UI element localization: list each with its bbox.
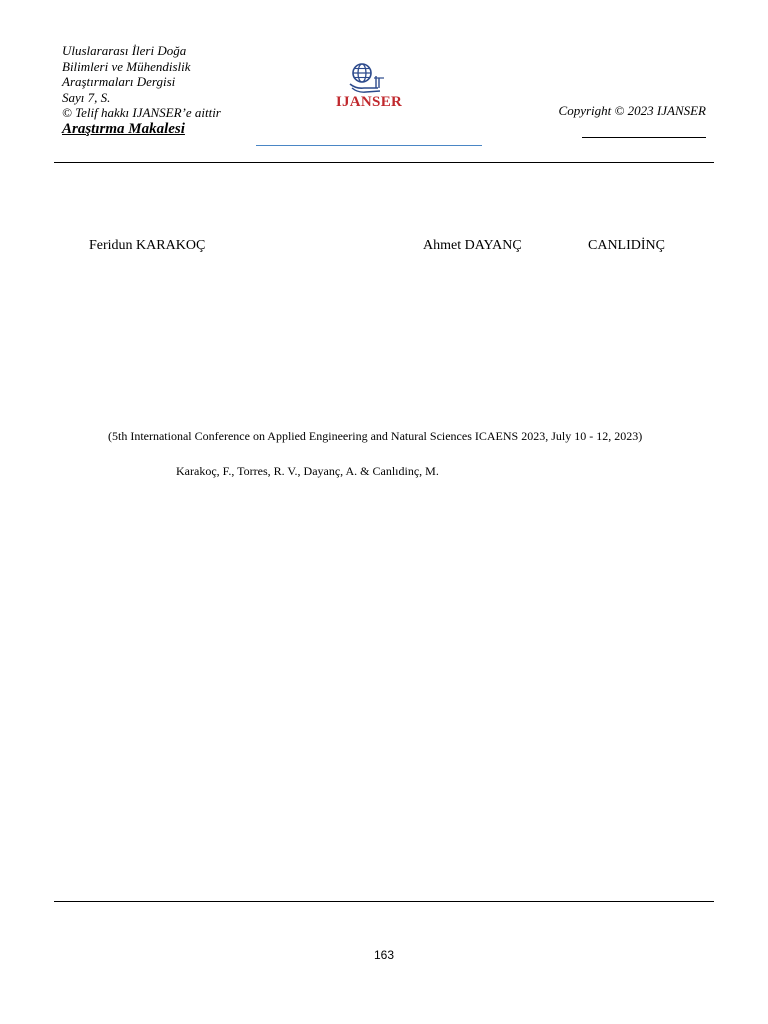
citation: Karakoç, F., Torres, R. V., Dayanç, A. & Canlıdinç, M. — [176, 464, 439, 478]
globe-hand-icon — [348, 62, 390, 94]
author-2: Ahmet DAYANÇ — [423, 238, 522, 253]
header-rule — [54, 162, 714, 163]
journal-name-line-2: Bilimleri ve Mühendislik — [62, 58, 191, 74]
author-3: CANLIDİNÇ — [588, 238, 665, 253]
journal-info — [62, 43, 272, 121]
copyright-notice: Copyright © 2023 IJANSER — [558, 103, 706, 118]
copyright-underline — [582, 137, 706, 138]
footer-rule — [54, 901, 714, 902]
journal-name-line-1: Uluslararası İleri Doğa — [62, 43, 187, 58]
article-type: Araştırma Makalesi — [62, 121, 185, 137]
logo-divider — [256, 145, 482, 146]
journal-copyright: © Telif hakkı IJANSER’e aittir — [62, 105, 221, 120]
logo-text: IJANSER — [335, 94, 403, 110]
journal-name-line-3: Araştırmaları Dergisi — [62, 74, 176, 89]
page-number: 163 — [373, 948, 395, 962]
journal-logo — [326, 62, 412, 114]
conference-note: (5th International Conference on Applied Engineering and Natural Sciences ICAENS 2023, July 10 - 12, 2023) — [108, 429, 643, 443]
author-1: Feridun KARAKOÇ — [89, 238, 206, 253]
journal-issue: Sayı 7, S. — [62, 89, 111, 105]
